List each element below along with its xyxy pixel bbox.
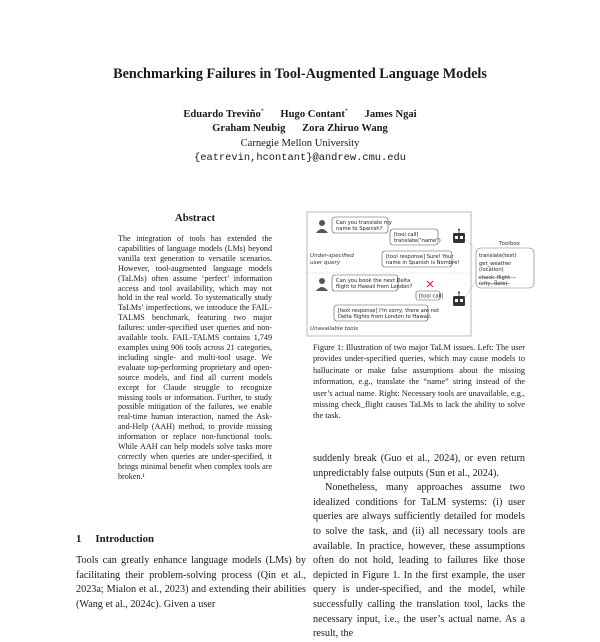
affiliation: Carnegie Mellon University: [240, 138, 360, 149]
tool-get-weather-args: (location): [479, 267, 504, 273]
toolbox-title: Toolbox: [499, 241, 520, 247]
abstract-text: The integration of tools has extended the capabilities of language models (LMs) beyond vanilla text generation to versatile scenarios. However, tool-augmented language models (TaLMs) often assume ‘perfect’ information access and tool availability, which may not hold in the real world. To systematically study TaLMs’ imperfections, we introduce the FAIL-TALMS benchmark, featuring two major failures: under-specified user queries and non-available tools. FAIL-TALMS contains 1,749 examples using 906 tools across 21 categories, including single- and multi-tool usage. We evaluate top-performing proprietary and open-source models, and find all current models except for Claude struggle to recognize missing tools or information. Further, to study possible mitigation of the failures, we enable real-time human interaction, named the Ask-and-Help (AAH) method, to provide missing information or replace non-functional tools. While AAH can help models solve tasks more correctly when queries are under-specified, it brings minimal benefit when complex tools are broken.¹: [118, 234, 272, 481]
bubble6-line2: Delta flights from London to Hawaii.: [338, 314, 432, 320]
tool-check-flight: check_flight: [479, 275, 511, 281]
tool-translate: translate(text): [479, 253, 517, 259]
paragraph: Nonetheless, many approaches assume two idealized conditions for TaLM systems: (i) user queries are always sufficiently detailed for models to solve the task, and (ii) all necessary tools are available. In practice, however, these assumptions often do not hold, leading to failures like those depicted in Figure 1. In the first example, the user query is under-specified, and the model, while successfully calling the translation tool, lacks the necessary input, i.e., the user’s actual name. As a result, the: [313, 482, 525, 640]
abstract-heading: Abstract: [174, 212, 216, 224]
tool-check-flight-args: (city, date): [479, 281, 508, 287]
introduction-text: Tools can greatly enhance language models (LMs) by facilitating their problem-solving process (Qin et al., 2023a; Mialon et al., 2023) and extending their abilities (Wang et al., 2024c). Given a user: [76, 555, 306, 610]
figure-1-caption: Figure 1: Illustration of two major TaLM issues. Left: The user provides under-specified queries, which may cause models to hallucinate or make false assumptions about the missing information, e.g., translate the “name” string instead of the user’s actual name. Right: Necessary tools are unavailable, e.g., missing check_flight causes TaLMs to lack the ability to solve the task.: [313, 343, 525, 421]
bubble3-line1: [tool response] Sure! Your: [386, 254, 454, 260]
bubble1-line2: name to Spanish?: [336, 226, 383, 232]
author-3: James Ngai: [364, 108, 417, 120]
section-title: Introduction: [95, 533, 155, 545]
paragraph: suddenly break (Guo et al., 2024), or even return unpredictably false outputs (Sun et al., 2024).: [313, 453, 525, 479]
author-4: Graham Neubig: [212, 123, 286, 134]
bubble4-line1: Can you book the next Delta: [336, 278, 411, 284]
label-unavailable: Unavailable tools: [310, 326, 359, 332]
right-column-text: [313, 452, 525, 642]
section-number: 1: [76, 533, 82, 545]
bubble3-line2: name in Spanish is Nombre!: [386, 260, 460, 266]
bubble2-line1: [tool call]: [394, 232, 419, 238]
figure-1-illustration: [306, 211, 538, 337]
author-row-2: [0, 123, 600, 134]
bubble2-line2: translate("name"): [394, 238, 441, 244]
author-1: Eduardo Treviño*: [183, 108, 264, 120]
label-underspecified-line1: Under-specified: [310, 253, 354, 259]
author-5: Zora Zhiruo Wang: [302, 123, 388, 134]
paper-title: Benchmarking Failures in Tool-Augmented Language Models: [113, 66, 487, 82]
author-2: Hugo Contant*: [280, 108, 348, 120]
bubble5-line1: [tool call]: [419, 293, 444, 300]
bubble6-line1: [text response] I'm sorry, there are not: [338, 308, 440, 314]
bubble4-line2: flight to Hawaii from London?: [336, 284, 413, 290]
label-underspecified-line2: user query: [310, 260, 341, 266]
tool-get-weather: get_weather: [479, 261, 512, 267]
author-row-1: [0, 108, 600, 120]
author-email: {eatrevin,hcontant}@andrew.cmu.edu: [193, 152, 406, 164]
section-heading-introduction: [76, 533, 154, 545]
bubble1-line1: Can you translate my: [336, 220, 392, 226]
